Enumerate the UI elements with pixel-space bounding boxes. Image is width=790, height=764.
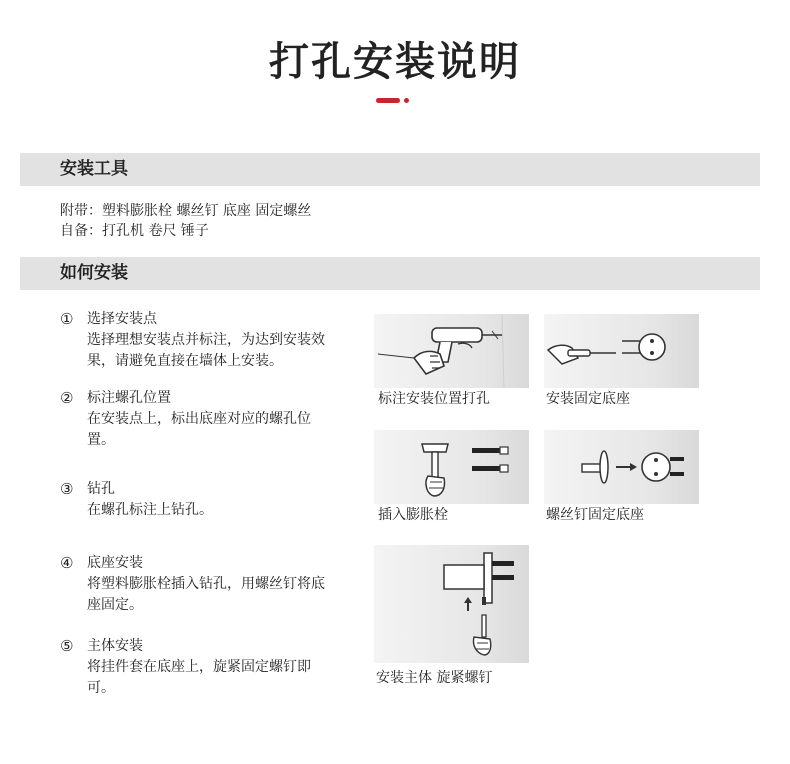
step-title: 底座安装: [87, 555, 143, 571]
self-provided-items: 自备：打孔机 卷尺 锤子: [60, 223, 209, 239]
step-number: ②: [60, 389, 74, 407]
figure-caption: 安装固定底座: [546, 391, 630, 407]
mount-body-icon: [374, 545, 529, 663]
accent-dot: [404, 98, 409, 103]
step-description: 选择理想安装点并标注，为达到安装效果，请避免直接在墙体上安装。: [87, 332, 325, 369]
section-tools-heading: 安装工具: [20, 153, 760, 186]
accent-bar: [376, 98, 400, 103]
step-description: 将挂件套在底座上，旋紧固定螺钉即可。: [87, 659, 311, 696]
step-number: ④: [60, 554, 74, 572]
figure-caption: 标注安装位置打孔: [378, 391, 490, 407]
section-how-heading: 如何安装: [20, 257, 760, 290]
figure-caption: 螺丝钉固定底座: [546, 507, 644, 523]
step-number: ①: [60, 310, 74, 328]
drill-icon: [374, 314, 529, 388]
step-title: 主体安装: [87, 638, 143, 654]
step-description: 在安装点上，标出底座对应的螺孔位置。: [87, 411, 311, 448]
step-title: 标注螺孔位置: [87, 390, 171, 406]
step-number: ③: [60, 480, 74, 498]
hammer-anchor-icon: [374, 430, 529, 504]
figure-caption: 插入膨胀栓: [378, 507, 448, 523]
step-title: 钻孔: [87, 481, 115, 497]
screw-base-icon: [544, 430, 699, 504]
included-items: 附带：塑料膨胀栓 螺丝钉 底座 固定螺丝: [60, 203, 312, 219]
step-title: 选择安装点: [87, 311, 157, 327]
figure-caption: 安装主体 旋紧螺钉: [376, 670, 493, 686]
step-description: 将塑料膨胀栓插入钻孔，用螺丝钉将底座固定。: [87, 576, 325, 613]
page-title: 打孔安装说明: [269, 39, 521, 85]
screwdriver-base-icon: [544, 314, 699, 388]
step-description: 在螺孔标注上钻孔。: [87, 502, 213, 518]
step-number: ⑤: [60, 637, 74, 655]
